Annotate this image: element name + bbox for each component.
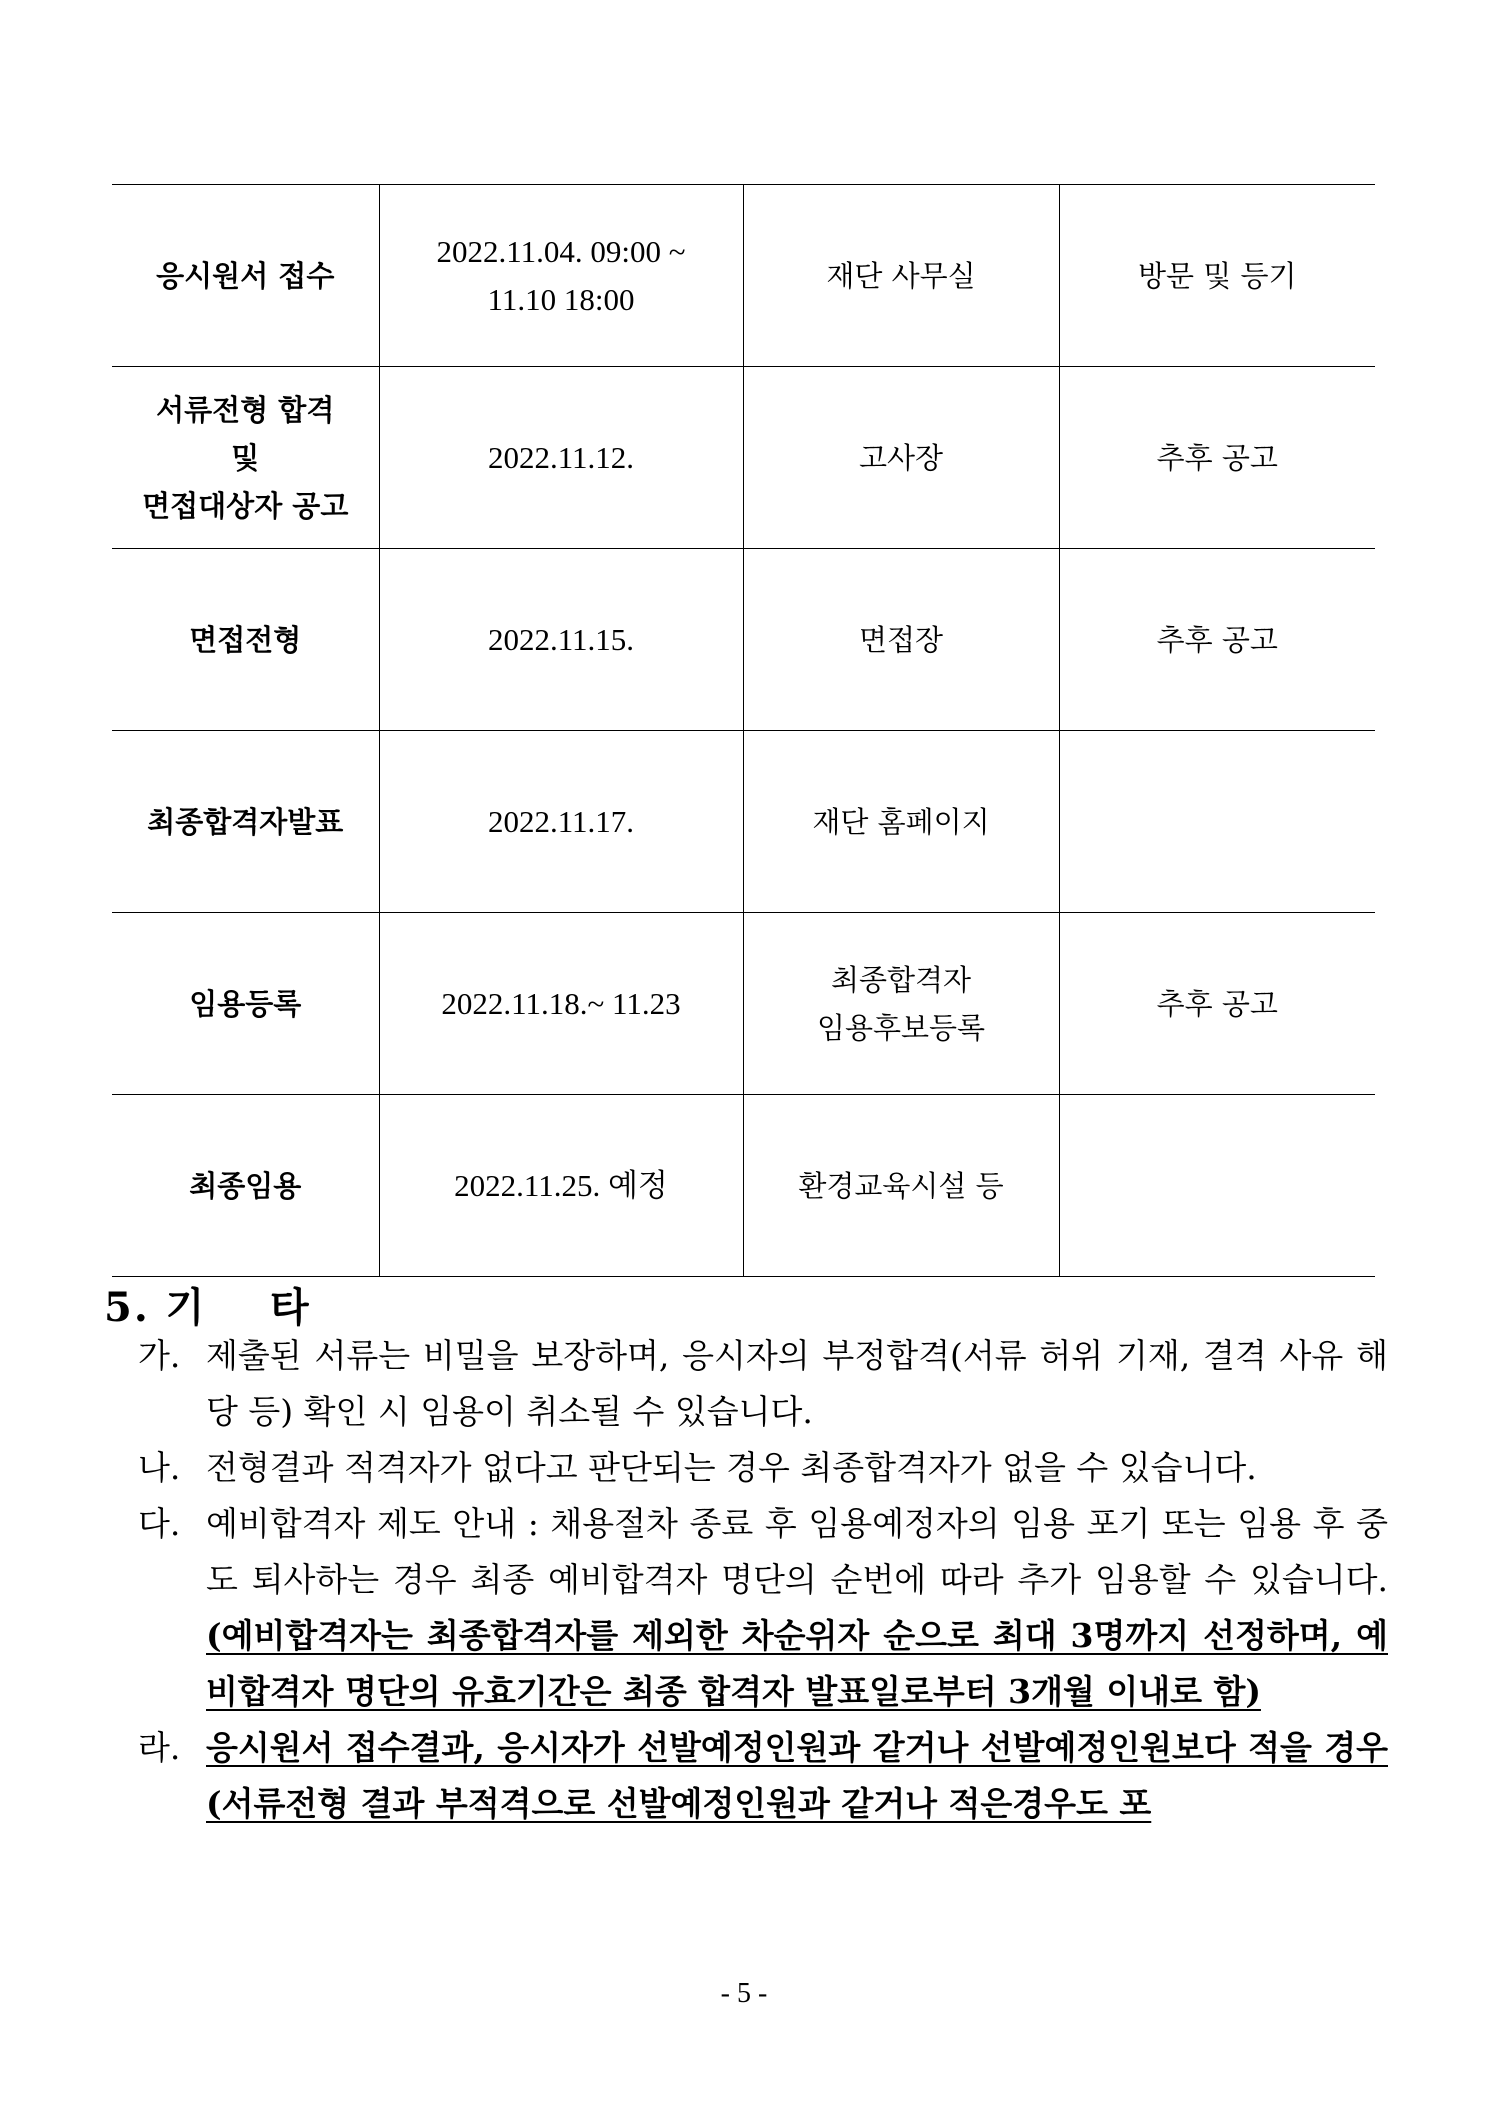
note-emphasis: (예비합격자는 최종합격자를 제외한 차순위자 순으로 최대 3명까지 선정하며, 예비합격자 명단의 유효기간은 최종 합격자 발표일로부터 3개월 이내로 함) xyxy=(206,1616,1388,1711)
note-body: 예비합격자 제도 안내 : 채용절차 종료 후 임용예정자의 임용 포기 또는 임용 후 중도 퇴사하는 경우 최종 예비합격자 명단의 순번에 따라 추가 임용할 수 있습니다. xyxy=(206,1504,1388,1599)
list-marker: 다. xyxy=(138,1504,181,1543)
method-cell: 방문 및 등기 xyxy=(1059,185,1375,367)
date-cell: 2022.11.18.~ 11.23 xyxy=(379,913,743,1095)
step-cell: 서류전형 합격 및 면접대상자 공고 xyxy=(112,367,379,549)
place-cell: 재단 사무실 xyxy=(743,185,1059,367)
note-body: 제출된 서류는 비밀을 보장하며, 응시자의 부정합격(서류 허위 기재, 결격 사유 해당 등) 확인 시 임용이 취소될 수 있습니다. xyxy=(206,1336,1388,1431)
section-heading: 5. 기 타 xyxy=(104,1284,311,1331)
date-cell: 2022.11.17. xyxy=(379,731,743,913)
table-row xyxy=(112,1095,1375,1277)
list-marker: 가. xyxy=(138,1336,181,1375)
place-cell: 면접장 xyxy=(743,549,1059,731)
place-cell: 환경교육시설 등 xyxy=(743,1095,1059,1277)
method-cell xyxy=(1059,731,1375,913)
table-row xyxy=(112,913,1375,1095)
step-cell: 최종합격자발표 xyxy=(112,731,379,913)
method-cell: 추후 공고 xyxy=(1059,549,1375,731)
note-text xyxy=(206,1496,1388,1720)
step-cell: 최종임용 xyxy=(112,1095,379,1277)
list-item xyxy=(138,1496,1388,1720)
list-marker: 라. xyxy=(138,1728,181,1767)
method-cell: 추후 공고 xyxy=(1059,913,1375,1095)
table-row xyxy=(112,731,1375,913)
date-cell: 2022.11.12. xyxy=(379,367,743,549)
step-cell: 응시원서 접수 xyxy=(112,185,379,367)
place-cell: 고사장 xyxy=(743,367,1059,549)
schedule-table xyxy=(112,184,1375,1277)
place-cell: 최종합격자 임용후보등록 xyxy=(743,913,1059,1095)
place-cell: 재단 홈페이지 xyxy=(743,731,1059,913)
notes-list xyxy=(138,1328,1388,1832)
table-row xyxy=(112,367,1375,549)
table-row xyxy=(112,549,1375,731)
date-cell: 2022.11.04. 09:00 ~ 11.10 18:00 xyxy=(379,185,743,367)
step-cell: 임용등록 xyxy=(112,913,379,1095)
list-item xyxy=(138,1328,1388,1440)
step-cell: 면접전형 xyxy=(112,549,379,731)
date-cell: 2022.11.25. 예정 xyxy=(379,1095,743,1277)
note-text xyxy=(206,1440,1388,1496)
note-body: 전형결과 적격자가 없다고 판단되는 경우 최종합격자가 없을 수 있습니다. xyxy=(206,1448,1257,1487)
note-text xyxy=(206,1328,1388,1440)
list-item xyxy=(138,1440,1388,1496)
note-emphasis: 응시원서 접수결과, 응시자가 선발예정인원과 같거나 선발예정인원보다 적을 경우(서류전형 결과 부적격으로 선발예정인원과 같거나 적은경우도 포 xyxy=(206,1728,1388,1823)
date-cell: 2022.11.15. xyxy=(379,549,743,731)
list-marker: 나. xyxy=(138,1448,181,1487)
list-item xyxy=(138,1720,1388,1832)
table-row xyxy=(112,185,1375,367)
note-text xyxy=(206,1720,1388,1832)
method-cell xyxy=(1059,1095,1375,1277)
page-number: - 5 - xyxy=(720,1978,768,2009)
method-cell: 추후 공고 xyxy=(1059,367,1375,549)
